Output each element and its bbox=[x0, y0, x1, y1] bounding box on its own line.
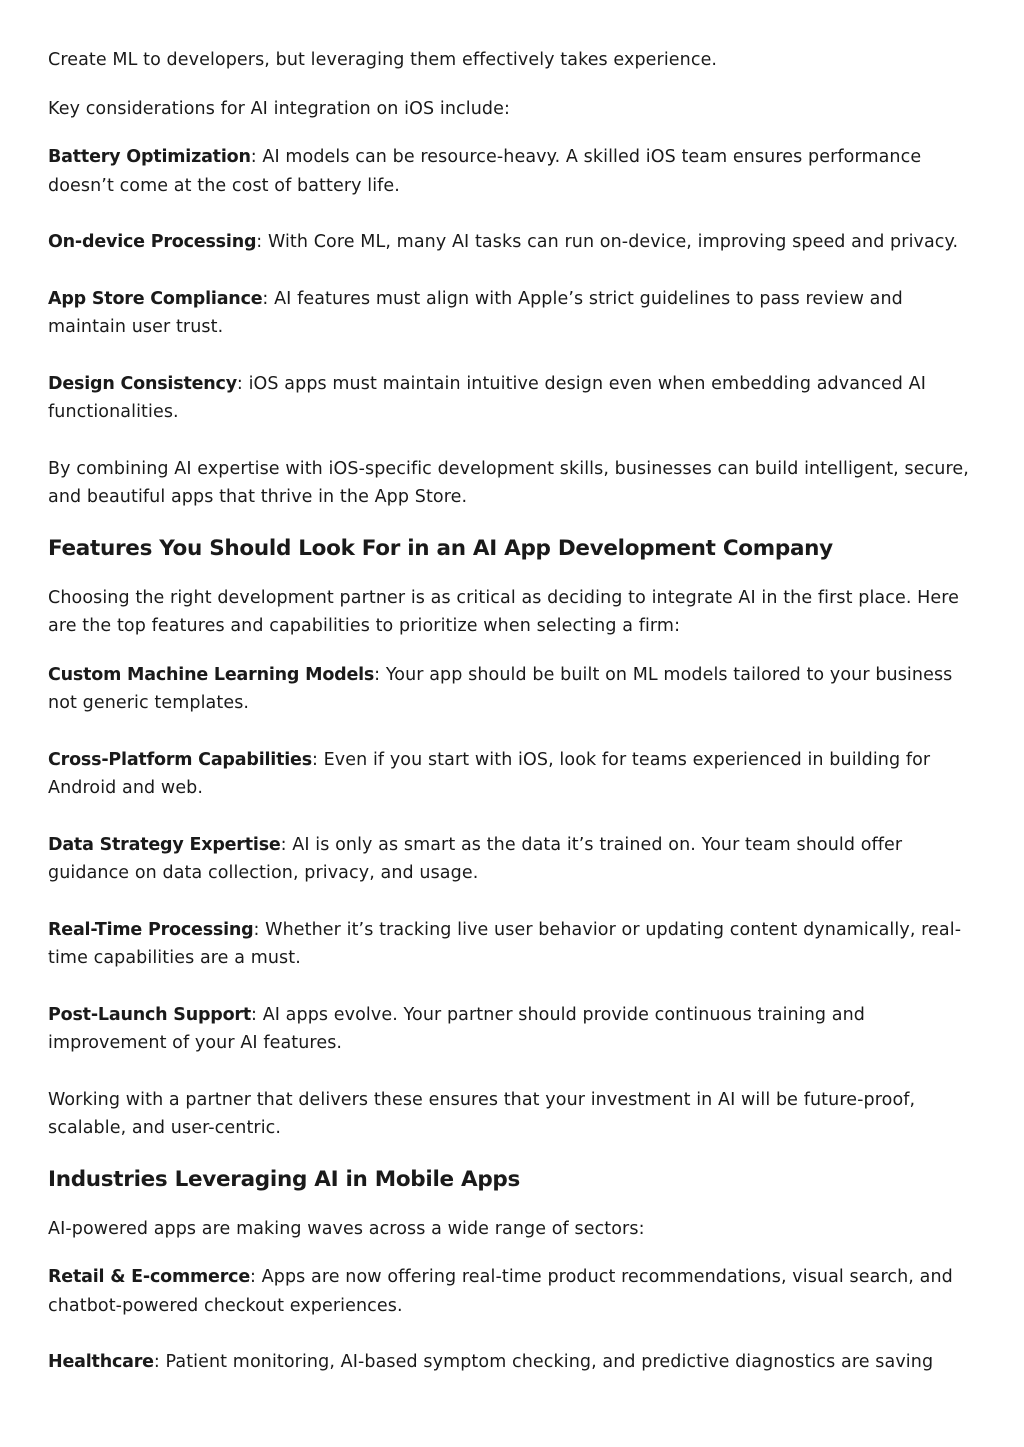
features-summary: Working with a partner that delivers these ensures that your investment in AI will be future-proof, scalable, and user-centric. bbox=[48, 1089, 916, 1138]
industry-text: : Patient monitoring, AI-based symptom checking, and predictive diagnostics are saving bbox=[153, 1352, 934, 1372]
consideration-battery bbox=[48, 143, 978, 200]
industries-intro: AI-powered apps are making waves across a wide range of sectors: bbox=[48, 1218, 645, 1239]
feature-text: : AI apps evolve. Your partner should provide continuous training and improvement of your AI features. bbox=[48, 1004, 865, 1053]
document-page bbox=[48, 46, 978, 1377]
consideration-app-store bbox=[48, 285, 978, 342]
consideration-term: On-device Processing bbox=[48, 232, 257, 252]
consideration-on-device bbox=[48, 228, 978, 257]
consideration-term: Battery Optimization bbox=[48, 147, 251, 167]
consideration-term: App Store Compliance bbox=[48, 288, 263, 309]
feature-text: : Even if you start with iOS, look for teams experienced in building for Android and web. bbox=[48, 749, 931, 798]
feature-term: Custom Machine Learning Models bbox=[48, 664, 375, 685]
consideration-design bbox=[48, 370, 978, 427]
feature-real-time bbox=[48, 916, 978, 973]
industry-term: Retail & E-commerce bbox=[48, 1267, 250, 1287]
feature-term: Real-Time Processing bbox=[48, 919, 254, 940]
feature-custom-ml bbox=[48, 661, 978, 718]
feature-data-strategy bbox=[48, 831, 978, 888]
consideration-term: Design Consistency bbox=[48, 373, 237, 394]
feature-text: : Whether it’s tracking live user behavior or updating content dynamically, real-time capabilities are a must. bbox=[48, 919, 962, 968]
section-heading-features: Features You Should Look For in an AI App Development Company bbox=[48, 535, 833, 561]
industry-healthcare bbox=[48, 1348, 978, 1377]
consideration-text: : With Core ML, many AI tasks can run on-device, improving speed and privacy. bbox=[256, 232, 959, 252]
feature-term: Data Strategy Expertise bbox=[48, 834, 281, 855]
section-heading-industries: Industries Leveraging AI in Mobile Apps bbox=[48, 1166, 521, 1192]
feature-cross-platform bbox=[48, 746, 978, 803]
features-intro: Choosing the right development partner is as critical as deciding to integrate AI in the first place. Here are the top features and capabilities to prioritize when selecting a firm: bbox=[48, 587, 960, 636]
intro-line-2: Key considerations for AI integration on iOS include: bbox=[48, 98, 510, 119]
industry-retail bbox=[48, 1263, 978, 1320]
industry-text: : Apps are now offering real-time product recommendations, visual search, and chatbot-powered checkout experiences. bbox=[48, 1267, 953, 1316]
feature-post-launch bbox=[48, 1001, 978, 1058]
feature-text: : Your app should be built on ML models tailored to your business not generic templates. bbox=[48, 664, 953, 713]
feature-text: : AI is only as smart as the data it’s trained on. Your team should offer guidance on data collection, privacy, and usage. bbox=[48, 834, 903, 883]
consideration-text: : AI models can be resource-heavy. A skilled iOS team ensures performance doesn’t come at the cost of battery life. bbox=[48, 147, 922, 196]
considerations-summary: By combining AI expertise with iOS-specific development skills, businesses can build intelligent, secure, and beautiful apps that thrive in the App Store. bbox=[48, 458, 969, 507]
industry-term: Healthcare bbox=[48, 1352, 154, 1372]
intro-line-1: Create ML to developers, but leveraging them effectively takes experience. bbox=[48, 50, 718, 70]
feature-term: Post-Launch Support bbox=[48, 1004, 252, 1025]
feature-term: Cross-Platform Capabilities bbox=[48, 749, 312, 770]
consideration-text: : AI features must align with Apple’s strict guidelines to pass review and maintain user trust. bbox=[48, 288, 903, 337]
consideration-text: : iOS apps must maintain intuitive design even when embedding advanced AI functionalities. bbox=[48, 373, 927, 422]
